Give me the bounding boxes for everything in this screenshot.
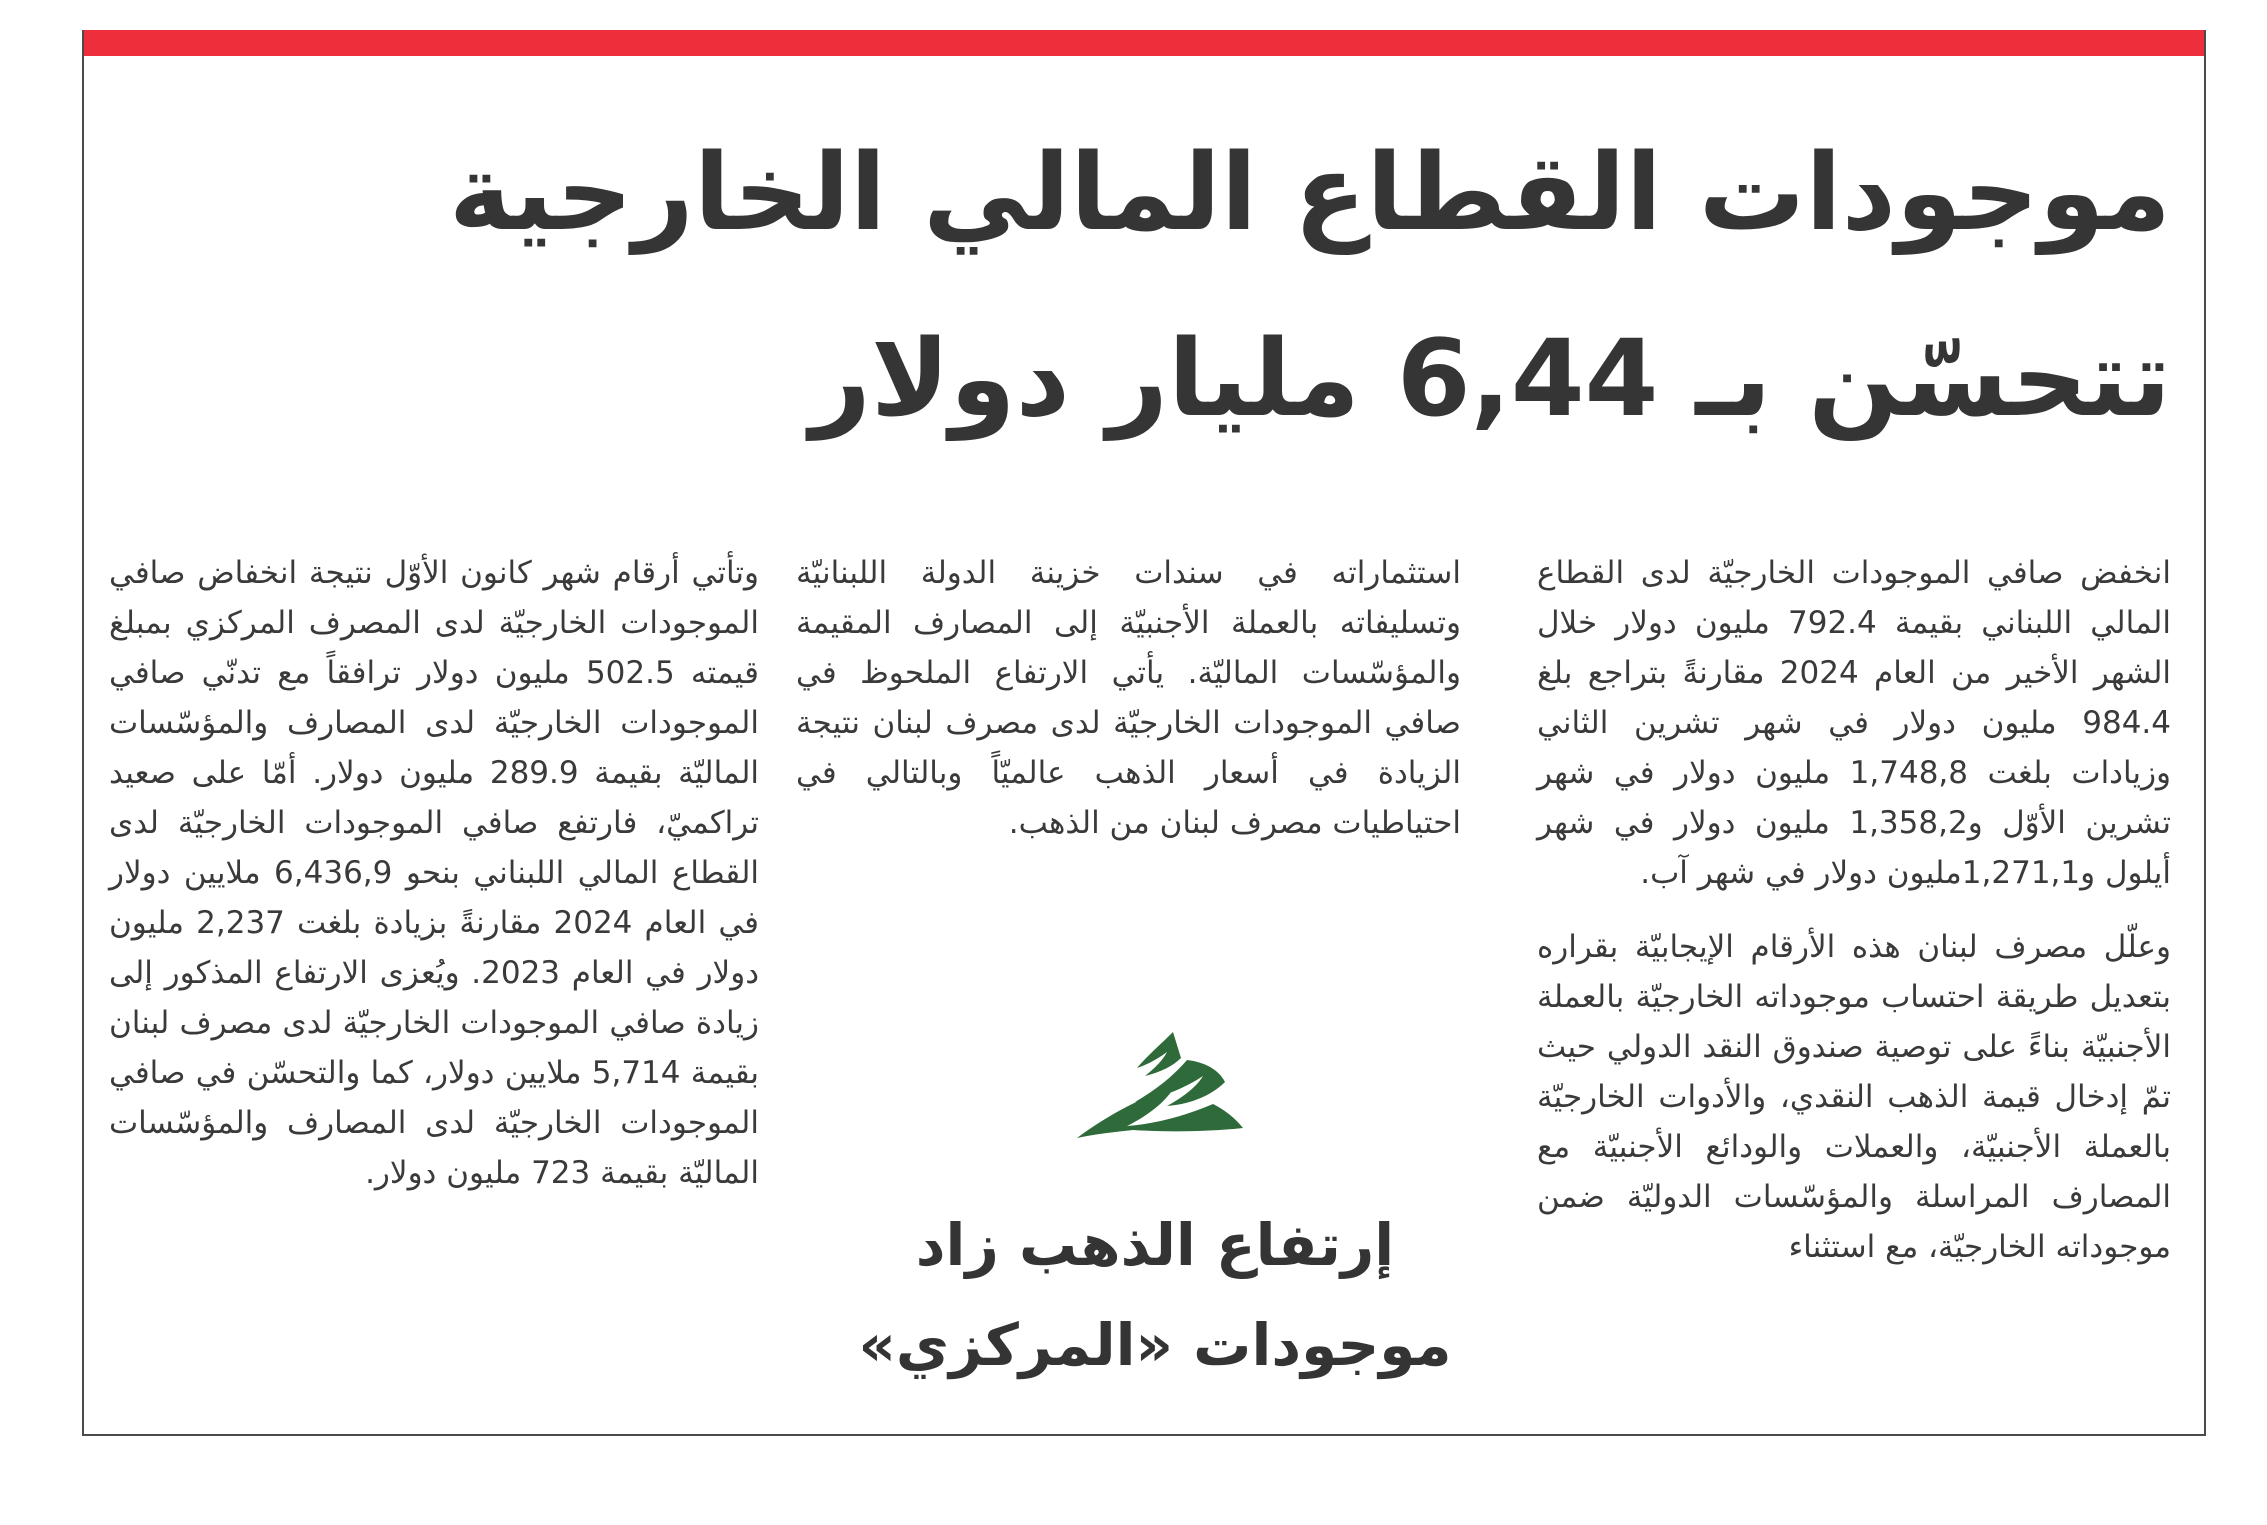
article-column-middle bbox=[796, 548, 1461, 872]
column-middle-paragraph-1: استثماراته في سندات خزينة الدولة اللبنانيّة وتسليفاته بالعملة الأجنبيّة إلى المصارف المقيمة والمؤسّسات الماليّة. يأتي الارتفاع الملحوظ في صافي الموجودات الخارجيّة لدى مصرف لبنان نتيجة الزيادة في أسعار الذهب عالميّاً وبالتالي في احتياطيات مصرف لبنان من الذهب. bbox=[796, 555, 1461, 841]
article-headline bbox=[191, 100, 2171, 472]
subhead-line-1: إرتفاع الذهب زاد bbox=[915, 1211, 1395, 1279]
article-column-right bbox=[1537, 548, 2171, 1296]
cedar-tree-icon bbox=[1075, 1030, 1245, 1142]
column-right-paragraph-1: انخفض صافي الموجودات الخارجيّة لدى القطاع المالي اللبناني بقيمة 792.4 مليون دولار خلال الشهر الأخير من العام 2024 مقارنةً بتراجع بلغ 984.4 مليون دولار في شهر تشرين الثاني وزيادات بلغت 1,748,8 مليون دولار في شهر تشرين الأوّل و1,358,2 مليون دولار في شهر أيلول و1,271,1مليون دولار في شهر آب. bbox=[1537, 555, 2172, 891]
column-left-paragraph-1: وتأتي أرقام شهر كانون الأوّل نتيجة انخفاض صافي الموجودات الخارجيّة لدى المصرف المركزي بمبلغ قيمته 502.5 مليون دولار ترافقاً مع تدنّي صافي الموجودات الخارجيّة لدى المصارف والمؤسّسات الماليّة بقيمة 289.9 مليون دولار. أمّا على صعيد تراكميّ، فارتفع صافي الموجودات الخارجيّة لدى القطاع المالي اللبناني بنحو 6,436,9 ملايين دولار في العام 2024 مقارنةً بزيادة بلغت 2,237 مليون دولار في العام 2023. ويُعزى الارتفاع المذكور إلى زيادة صافي الموجودات الخارجيّة لدى مصرف لبنان بقيمة 5,714 ملايين دولار، كما والتحسّن في صافي الموجودات الخارجيّة لدى المصارف والمؤسّسات الماليّة بقيمة 723 مليون دولار. bbox=[109, 555, 760, 1191]
subhead-line-2: موجودات «المركزي» bbox=[858, 1311, 1452, 1379]
headline-line-1: موجودات القطاع المالي الخارجية bbox=[448, 131, 2171, 254]
headline-line-2: تتحسّن بـ 6,44 مليار دولار bbox=[809, 317, 2171, 440]
column-right-paragraph-2: وعلّل مصرف لبنان هذه الأرقام الإيجابيّة بقراره بتعديل طريقة احتساب موجوداته الخارجيّة بالعملة الأجنبيّة بناءً على توصية صندوق النقد الدولي حيث تمّ إدخال قيمة الذهب النقدي، والأدوات الخارجيّة بالعملة الأجنبيّة، والعملات والودائع الأجنبيّة مع المصارف المراسلة والمؤسّسات الدوليّة ضمن موجوداته الخارجيّة، مع استثناء bbox=[1537, 929, 2171, 1265]
article-column-left bbox=[109, 548, 759, 1222]
article-subhead bbox=[830, 1195, 1480, 1395]
